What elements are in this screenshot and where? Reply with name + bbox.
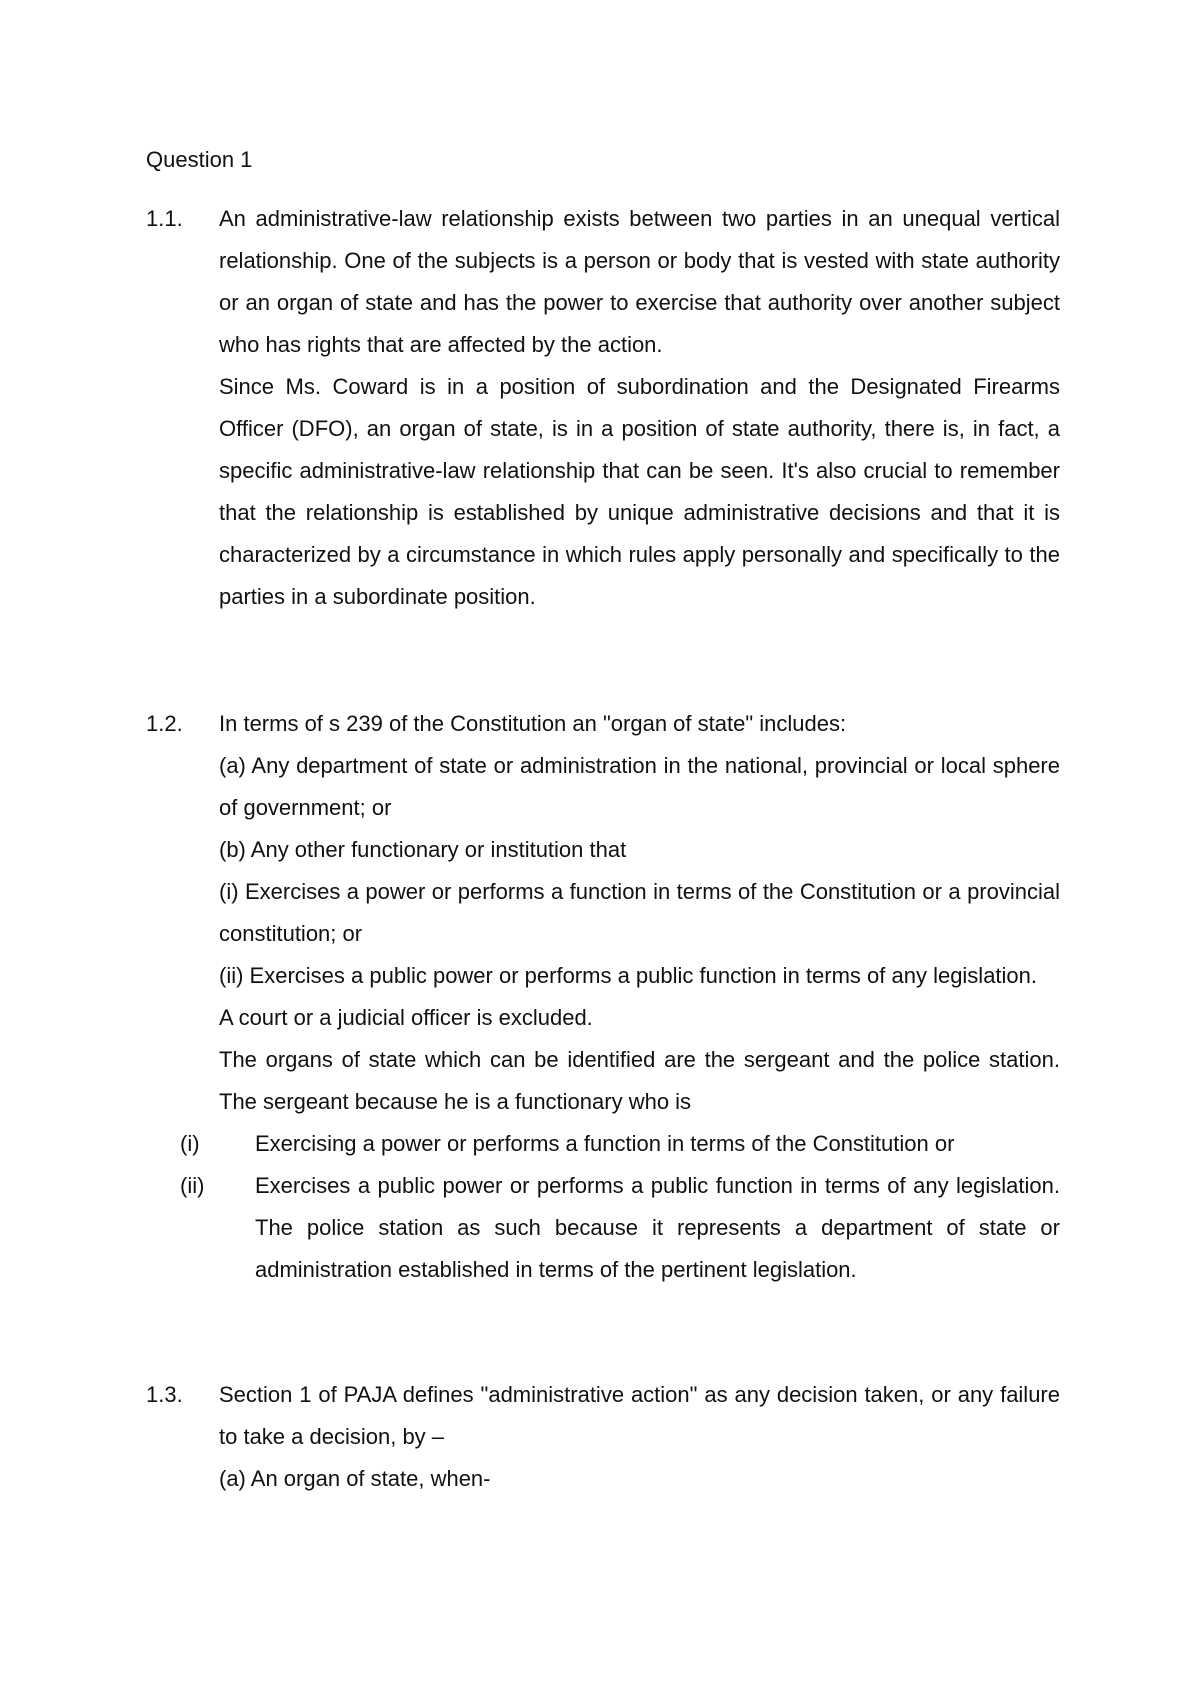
roman-numeral: (ii) bbox=[180, 1173, 205, 1198]
section-1-3 bbox=[146, 1374, 1060, 1500]
section-1-1 bbox=[146, 198, 1060, 618]
paragraph: The organs of state which can be identified are the sergeant and the police station. The sergeant because he is a functionary who is bbox=[219, 1047, 1060, 1114]
roman-item-text: Exercises a public power or performs a public function in terms of any legislation. The police station as such because it represents a department of state or administration established in terms of the pertinent legislation. bbox=[255, 1173, 1060, 1282]
paragraph: (i) Exercises a power or performs a function in terms of the Constitution or a provincial constitution; or bbox=[219, 879, 1060, 946]
roman-list-item bbox=[180, 1123, 1060, 1165]
roman-item-text: Exercising a power or performs a function in terms of the Constitution or bbox=[255, 1131, 955, 1156]
paragraph: (ii) Exercises a public power or performs a public function in terms of any legislation. bbox=[219, 963, 1038, 988]
paragraph: An administrative-law relationship exists between two parties in an unequal vertical relationship. One of the subjects is a person or body that is vested with state authority or an organ of state and has the power to exercise that authority over another subject who has rights that are affected by the action. bbox=[219, 206, 1060, 357]
paragraph: (a) Any department of state or administration in the national, provincial or local sphere of government; or bbox=[219, 753, 1060, 820]
paragraph: A court or a judicial officer is excluded. bbox=[219, 1005, 593, 1030]
section-number: 1.1. bbox=[146, 206, 183, 231]
roman-numeral: (i) bbox=[180, 1131, 200, 1156]
section-number: 1.2. bbox=[146, 711, 183, 736]
section-number: 1.3. bbox=[146, 1382, 183, 1407]
paragraph: In terms of s 239 of the Constitution an "organ of state" includes: bbox=[219, 711, 847, 736]
paragraph: Since Ms. Coward is in a position of subordination and the Designated Firearms Officer (DFO), an organ of state, is in a position of state authority, there is, in fact, a specific administrative-law relationship that can be seen. It's also crucial to remember that the relationship is established by unique administrative decisions and that it is characterized by a circumstance in which rules apply personally and specifically to the parties in a subordinate position. bbox=[219, 374, 1060, 609]
section-body bbox=[219, 1374, 1060, 1500]
question-heading: Question 1 bbox=[146, 147, 253, 172]
paragraph: Section 1 of PAJA defines "administrative action" as any decision taken, or any failure to take a decision, by – bbox=[219, 1382, 1060, 1449]
paragraph: (a) An organ of state, when- bbox=[219, 1466, 491, 1491]
paragraph: (b) Any other functionary or institution that bbox=[219, 837, 627, 862]
roman-list-item bbox=[180, 1165, 1060, 1291]
section-body bbox=[180, 703, 1060, 1291]
section-1-2 bbox=[146, 703, 1060, 1291]
section-body bbox=[219, 198, 1060, 618]
